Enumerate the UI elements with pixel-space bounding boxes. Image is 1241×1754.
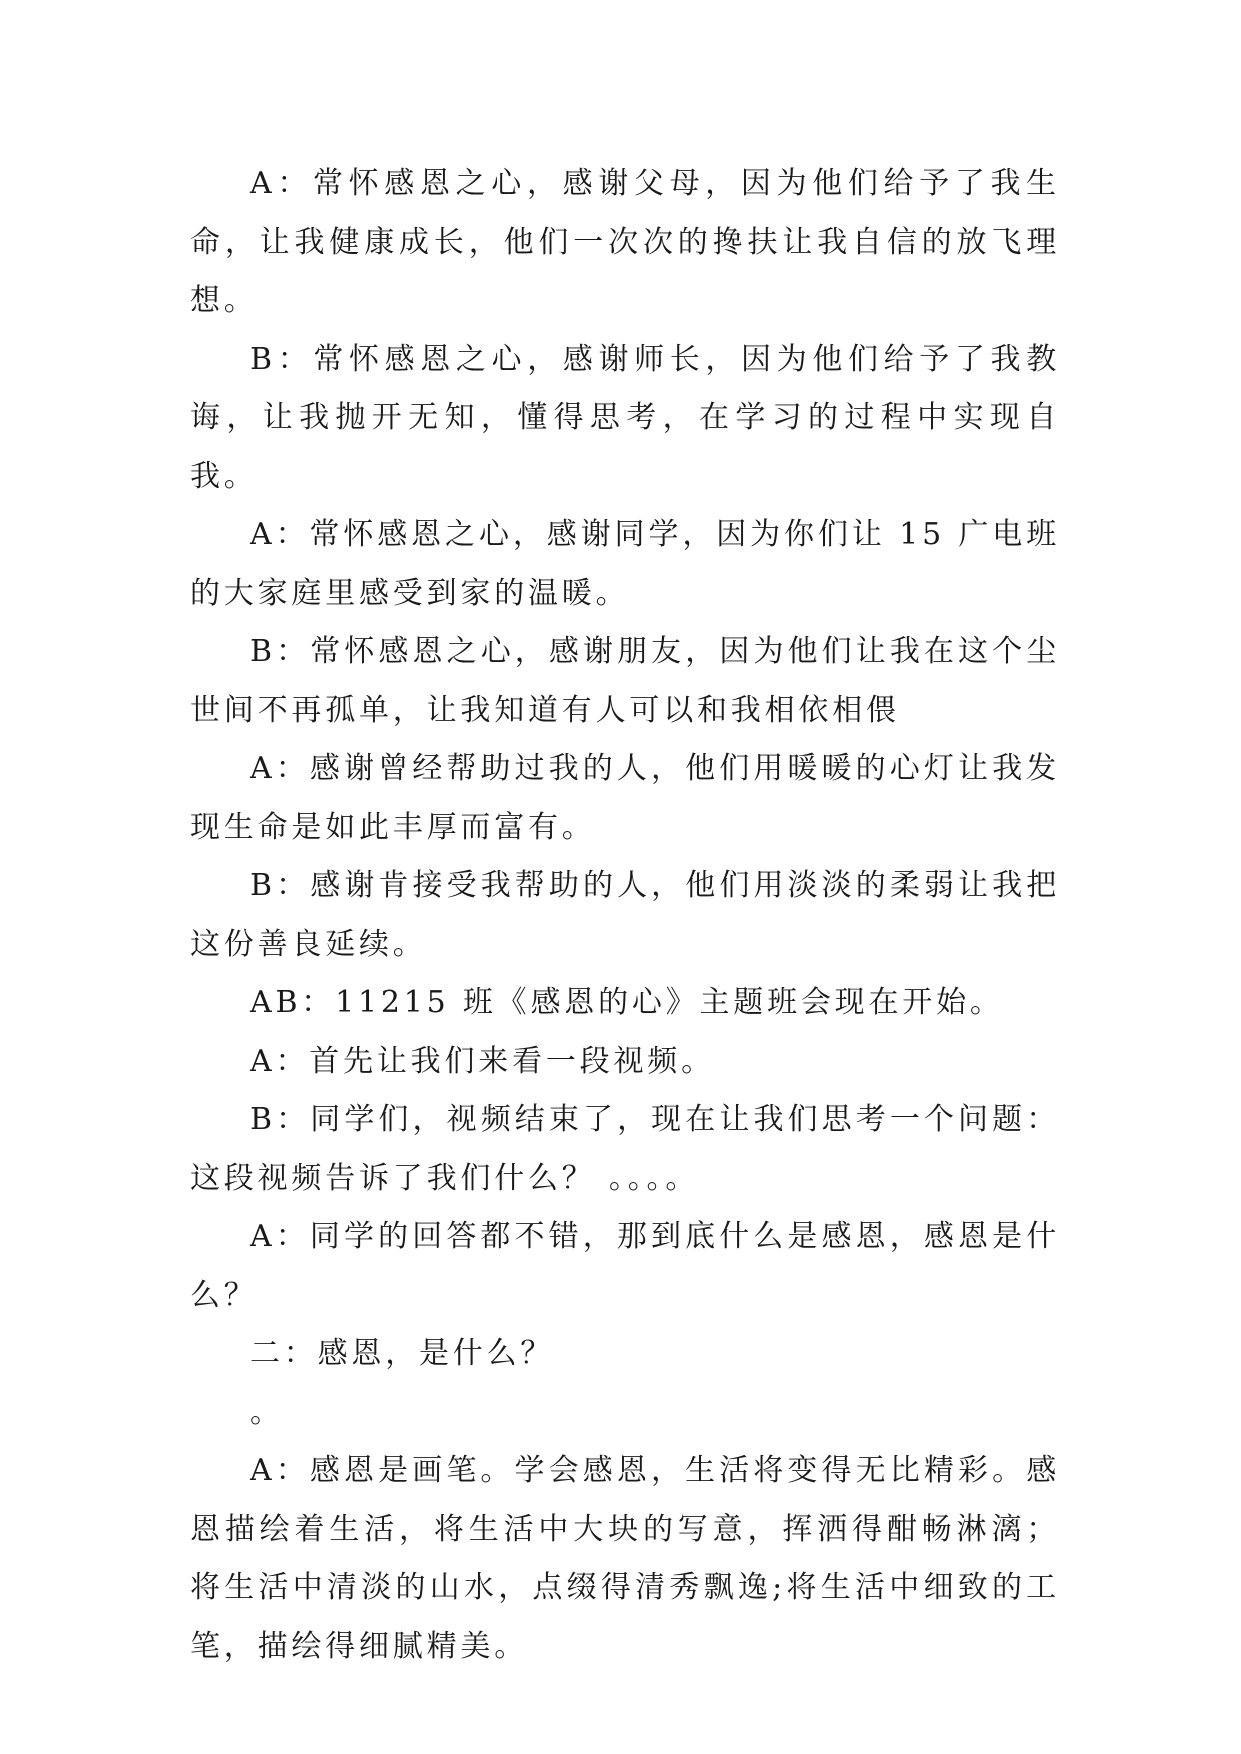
paragraph: A：首先让我们来看一段视频。 — [250, 1043, 715, 1079]
paragraph: A：常怀感恩之心，感谢同学，因为你们让 15 广电班的大家庭里感受到家的温暖。 — [190, 517, 1060, 611]
section-heading: 二：感恩，是什么？ — [250, 1336, 555, 1371]
paragraph: B：常怀感恩之心，感谢师长，因为他们给予了我教诲，让我抛开无知，懂得思考，在学习的过程中实现自我。 — [190, 341, 1060, 494]
paragraph: A：常怀感恩之心，感谢父母，因为他们给予了我生命，让我健康成长，他们一次次的搀扶让我自信的放飞理想。 — [190, 166, 1060, 318]
paragraph: A：同学的回答都不错，那到底什么是感恩，感恩是什么？ — [190, 1219, 1060, 1313]
paragraph: AB：11215 班《感恩的心》主题班会现在开始。 — [250, 985, 1004, 1020]
paragraph: B：同学们，视频结束了，现在让我们思考一个问题：这段视频告诉了我们什么？ 。。。。 — [190, 1102, 1060, 1196]
paragraph: A：感谢曾经帮助过我的人，他们用暖暖的心灯让我发现生命是如此丰厚而富有。 — [190, 751, 1060, 845]
paragraph: B：感谢肯接受我帮助的人，他们用淡淡的柔弱让我把这份善良延续。 — [190, 868, 1060, 962]
paragraph: 。 — [250, 1394, 284, 1430]
document-body — [190, 155, 1060, 1676]
paragraph: A：感恩是画笔。学会感恩，生活将变得无比精彩。感恩描绘着生活，将生活中大块的写意，挥洒得酣畅淋漓；将生活中清淡的山水，点缀得清秀飘逸;将生活中细致的工笔，描绘得细腻精美。 — [190, 1453, 1060, 1664]
paragraph: B：常怀感恩之心，感谢朋友，因为他们让我在这个尘世间不再孤单，让我知道有人可以和我相依相偎 — [190, 634, 1060, 728]
